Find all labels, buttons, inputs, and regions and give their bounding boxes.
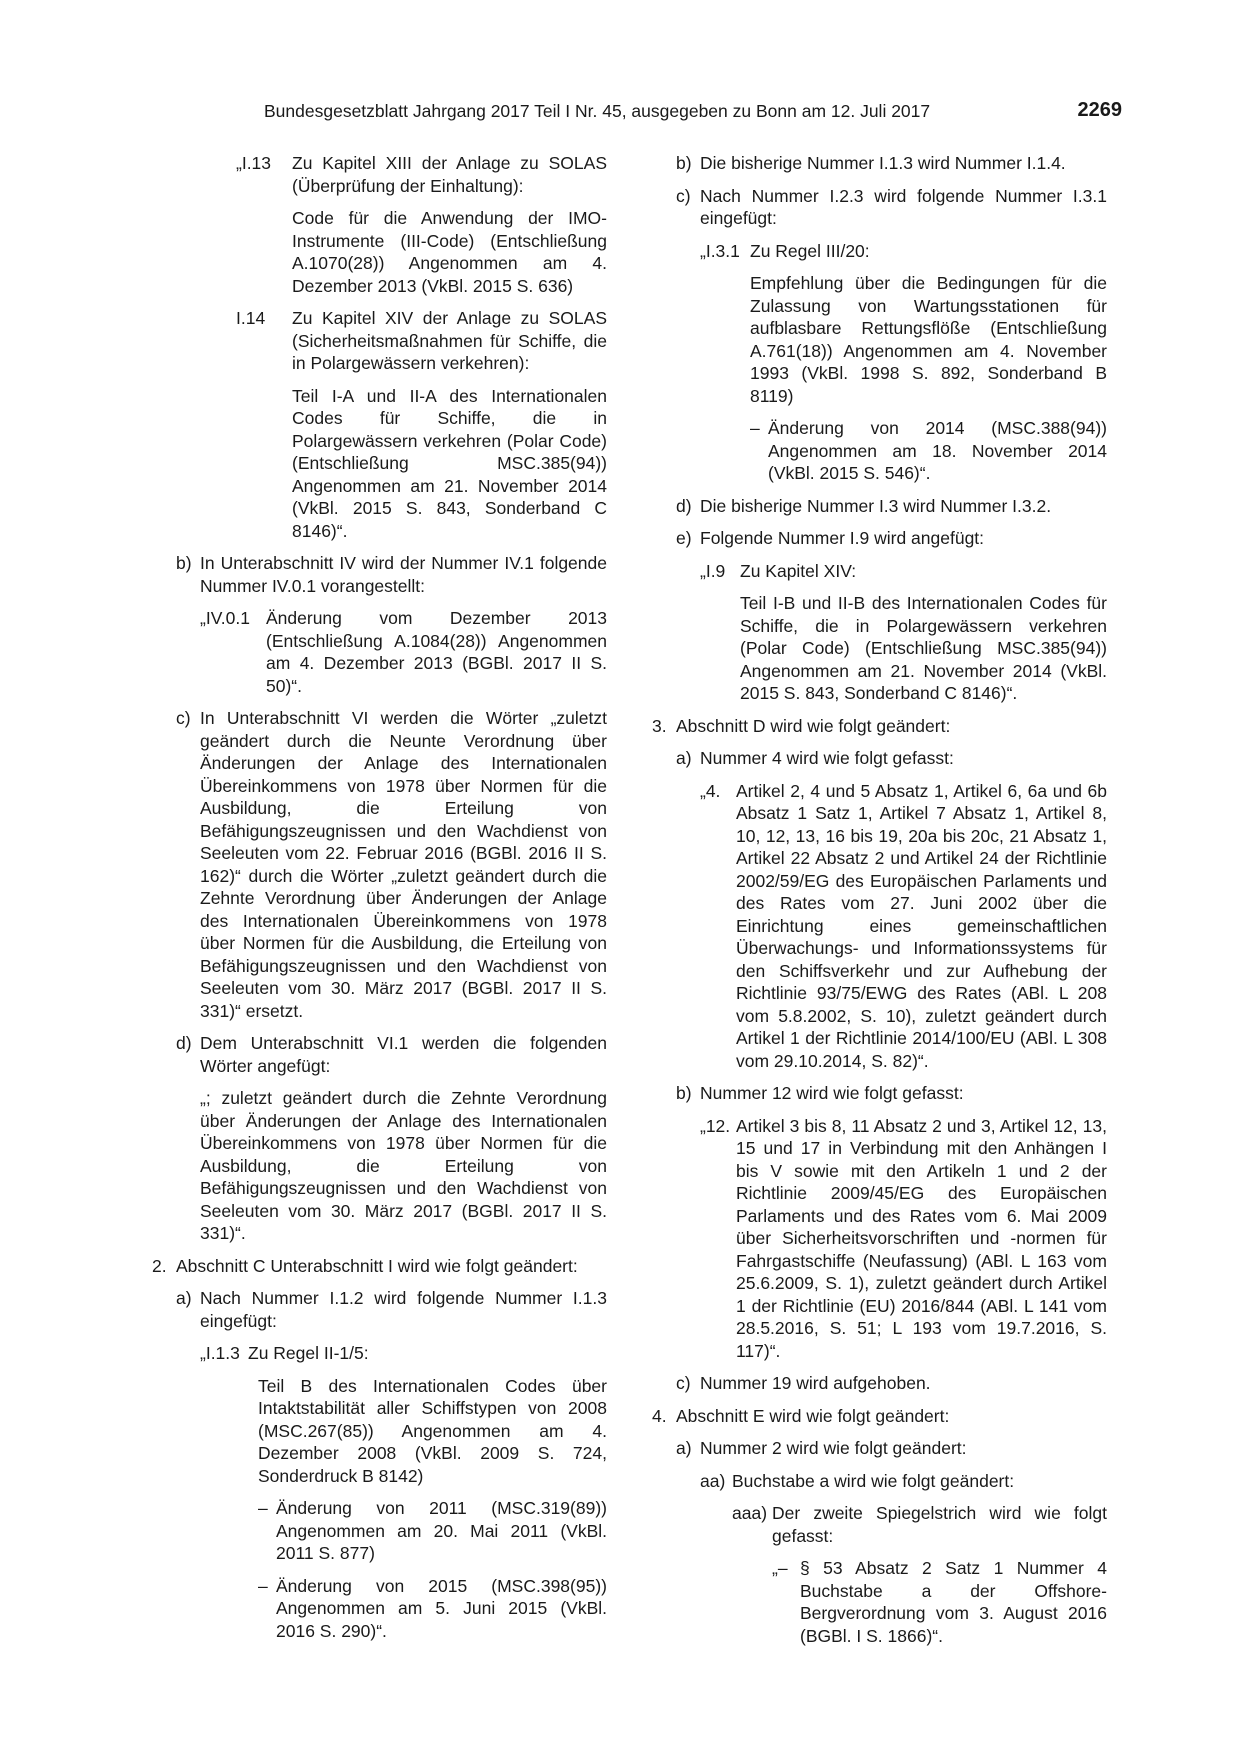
item-label: I.14 <box>236 308 266 328</box>
text-block <box>176 1032 607 1077</box>
item-text: Änderung von 2011 (MSC.319(89)) Angenommen am 20. Mai 2011 (VkBl. 2011 S. 877) <box>276 1498 607 1563</box>
item-label: – <box>750 418 760 438</box>
text-block <box>200 1087 607 1245</box>
item-label: e) <box>676 528 692 548</box>
left-column <box>152 152 607 1652</box>
text-block <box>258 1575 607 1643</box>
text-block <box>772 1557 1107 1647</box>
item-label: 2. <box>152 1255 167 1276</box>
item-text: Die bisherige Nummer I.3 wird Nummer I.3.2. <box>700 495 1052 516</box>
text-block <box>676 185 1107 230</box>
item-text: „; zuletzt geändert durch die Zehnte Verordnung über Änderungen der Anlage des Internationalen Übereinkommens von 1978 über Normen für die Ausbildung, die Erteilung von Befähigungszeugnissen und den Wachdienst von Seeleuten vom 30. März 2017 (BGBl. 2017 II S. 331)“. <box>200 1088 607 1243</box>
item-label: „IV.0.1 <box>200 608 250 628</box>
running-title: Bundesgesetzblatt Jahrgang 2017 Teil I Nr. 45, ausgegeben zu Bonn am 12. Juli 2017 <box>264 101 931 121</box>
text-block <box>176 1287 607 1332</box>
item-text: Nummer 2 wird wie folgt geändert: <box>700 1438 967 1458</box>
item-text: Empfehlung über die Bedingungen für die Zulassung von Wartungsstationen für aufblasbare Rettungsflöße (Entschließung A.761(18)) Angenommen am 4. November 1993 (VkBl. 1998 S. 892, Sonderband B 8119) <box>750 273 1107 406</box>
text-block <box>676 1437 1107 1460</box>
item-text: Zu Kapitel XIV der Anlage zu SOLAS (Sicherheitsmaßnahmen für Schiffe, die in Polargewässern verkehren): <box>292 308 607 373</box>
item-label: aaa) <box>732 1503 768 1523</box>
item-label: a) <box>676 1438 692 1458</box>
item-label: „I.3.1 <box>700 240 740 261</box>
item-text: Artikel 2, 4 und 5 Absatz 1, Artikel 6, 6a und 6b Absatz 1 Satz 1, Artikel 7 Absatz 1, Artikel 8, 10, 12, 13, 16 bis 19, 20a bis 20c, 21 Absatz 1, Artikel 22 Absatz 2 und Artikel 24 der Richtlinie 2002/59/EG des Europäischen Parlaments und des Rates vom 27. Juni 2002 über die Einrichtung eines gemeinschaftlichen Überwachungs- und Informationssystems für den Schiffsverkehr und zur Aufhebung der Richtlinie 93/75/EWG des Rates (ABl. L 208 vom 5.8.2002, S. 10), zuletzt geändert durch Artikel 1 der Richtlinie 2014/100/EU (ABl. L 308 vom 29.10.2014, S. 82)“. <box>736 780 1107 1071</box>
text-block <box>200 607 607 697</box>
item-label: – <box>258 1575 268 1596</box>
item-label: 3. <box>652 715 667 736</box>
item-label: a) <box>676 748 692 768</box>
item-label: aa) <box>700 1470 726 1491</box>
item-text: In Unterabschnitt VI werden die Wörter „zuletzt geändert durch die Neunte Verordnung über Änderungen der Anlage des Internationalen Übereinkommens von 1978 über Normen für die Ausbildung, die Erteilung von Befähigungszeugnissen und den Wachdienst von Seeleuten vom 22. Februar 2016 (BGBl. 2016 II S. 162)“ durch die Wörter „zuletzt geändert durch die Zehnte Verordnung über Änderungen der Anlage des Internationalen Übereinkommens von 1978 über Normen für die Ausbildung, die Erteilung von Befähigungszeugnissen und den Wachdienst von Seeleuten vom 30. März 2017 (BGBl. 2017 II S. 331)“ ersetzt. <box>200 708 607 1021</box>
text-block <box>200 1342 607 1365</box>
item-label: „4. <box>700 780 721 801</box>
item-text: Änderung von 2015 (MSC.398(95)) Angenommen am 5. Juni 2015 (VkBl. 2016 S. 290)“. <box>276 1575 607 1641</box>
text-block <box>236 307 607 375</box>
text-block <box>700 780 1107 1073</box>
text-block <box>740 592 1107 705</box>
item-label: c) <box>676 1373 691 1393</box>
item-label: b) <box>676 1083 692 1103</box>
item-text: Zu Regel III/20: <box>750 240 870 261</box>
item-text: Nummer 4 wird wie folgt gefasst: <box>700 748 954 768</box>
item-text: In Unterabschnitt IV wird der Nummer IV.1 folgende Nummer IV.0.1 vorangestellt: <box>200 553 607 596</box>
text-block <box>292 207 607 297</box>
text-block <box>176 707 607 1022</box>
item-text: Buchstabe a wird wie folgt geändert: <box>732 1470 1015 1491</box>
item-text: Zu Kapitel XIV: <box>740 560 857 581</box>
text-block <box>292 385 607 543</box>
text-block <box>676 527 1107 550</box>
right-column <box>652 152 1107 1657</box>
item-text: Zu Kapitel XIII der Anlage zu SOLAS (Überprüfung der Einhaltung): <box>292 153 607 196</box>
item-label: „I.13 <box>236 153 272 173</box>
text-block <box>652 715 1107 738</box>
text-block <box>750 417 1107 485</box>
text-block <box>676 152 1107 175</box>
item-text: Zu Regel II-1/5: <box>248 1343 369 1363</box>
item-text: Artikel 3 bis 8, 11 Absatz 2 und 3, Artikel 12, 13, 15 und 17 in Verbindung mit den Anhängen I bis V sowie mit den Artikeln 1 und 2 der Richtlinie 2009/45/EG des Europäischen Parlaments und des Rates vom 6. Mai 2009 über Sicherheitsvorschriften und -normen für Fahrgastschiffe (Neufassung) (ABl. L 163 vom 25.6.2009, S. 1), zuletzt geändert durch Artikel 1 der Richtlinie (EU) 2016/844 (ABl. L 141 vom 28.5.2016, S. 51; L 193 vom 19.7.2016, S. 117)“. <box>736 1115 1107 1361</box>
item-label: b) <box>176 553 192 573</box>
item-text: Teil I-A und II-A des Internationalen Codes für Schiffe, die in Polargewässern verkehren (Polar Code) (Entschließung MSC.385(94)) Angenommen am 21. November 2014 (VkBl. 2015 S. 843, Sonderband C 8146)“. <box>292 385 607 541</box>
item-text: Abschnitt D wird wie folgt geändert: <box>676 715 951 736</box>
page-number: 2269 <box>1077 99 1122 121</box>
item-text: Abschnitt C Unterabschnitt I wird wie folgt geändert: <box>176 1255 578 1276</box>
item-text: Änderung von 2014 (MSC.388(94)) Angenommen am 18. November 2014 (VkBl. 2015 S. 546)“. <box>768 418 1107 483</box>
item-label: „I.9 <box>700 560 726 581</box>
text-block <box>732 1502 1107 1547</box>
item-label: d) <box>176 1033 192 1053</box>
item-text: Nummer 19 wird aufgehoben. <box>700 1373 931 1393</box>
text-block <box>700 560 1107 583</box>
item-text: Nach Nummer I.2.3 wird folgende Nummer I.3.1 eingefügt: <box>700 185 1107 228</box>
item-label: b) <box>676 153 692 173</box>
item-text: Teil I-B und II-B des Internationalen Codes für Schiffe, die in Polargewässern verkehren (Polar Code) (Entschließung MSC.385(94)) Angenommen am 21. November 2014 (VkBl. 2015 S. 843, Sonderband C 8146)“. <box>740 593 1107 703</box>
item-label: – <box>258 1498 268 1518</box>
item-text: Dem Unterabschnitt VI.1 werden die folgenden Wörter angefügt: <box>200 1033 607 1076</box>
item-text: Der zweite Spiegelstrich wird wie folgt gefasst: <box>772 1503 1107 1546</box>
text-block <box>152 1255 607 1278</box>
text-block <box>676 1372 1107 1395</box>
item-text: Teil B des Internationalen Codes über Intaktstabilität aller Schiffstypen von 2008 (MSC.267(85)) Angenommen am 4. Dezember 2008 (VkBl. 2009 S. 724, Sonderdruck B 8142) <box>258 1375 607 1486</box>
text-block <box>676 1082 1107 1105</box>
item-text: Nummer 12 wird wie folgt gefasst: <box>700 1083 964 1103</box>
item-label: „I.1.3 <box>200 1343 240 1363</box>
item-label: c) <box>176 708 191 728</box>
item-text: Änderung vom Dezember 2013 (Entschließung A.1084(28)) Angenommen am 4. Dezember 2013 (BGBl. 2017 II S. 50)“. <box>266 608 607 696</box>
item-label: „– <box>772 1558 788 1578</box>
item-label: d) <box>676 495 692 516</box>
text-block <box>676 495 1107 518</box>
item-text: Code für die Anwendung der IMO-Instrumente (III-Code) (Entschließung A.1070(28)) Angenommen am 4. Dezember 2013 (VkBl. 2015 S. 636) <box>292 208 607 296</box>
item-label: c) <box>676 185 691 206</box>
item-text: § 53 Absatz 2 Satz 1 Nummer 4 Buchstabe a der Offshore-Bergverordnung vom 3. August 2016 (BGBl. I S. 1866)“. <box>800 1558 1107 1646</box>
text-block <box>176 552 607 597</box>
item-text: Nach Nummer I.1.2 wird folgende Nummer I.1.3 eingefügt: <box>200 1288 607 1331</box>
text-block <box>236 152 607 197</box>
item-text: Die bisherige Nummer I.1.3 wird Nummer I.1.4. <box>700 153 1066 173</box>
text-block <box>258 1375 607 1488</box>
item-label: 4. <box>652 1405 667 1426</box>
text-block <box>700 1470 1107 1493</box>
text-block <box>750 272 1107 407</box>
text-block <box>652 1405 1107 1428</box>
text-block <box>676 747 1107 770</box>
text-block <box>700 1115 1107 1363</box>
item-label: a) <box>176 1288 192 1308</box>
item-label: „12. <box>700 1115 731 1136</box>
text-block <box>258 1497 607 1565</box>
running-header <box>264 100 1122 122</box>
item-text: Folgende Nummer I.9 wird angefügt: <box>700 528 985 548</box>
text-block <box>700 240 1107 263</box>
item-text: Abschnitt E wird wie folgt geändert: <box>676 1405 950 1426</box>
